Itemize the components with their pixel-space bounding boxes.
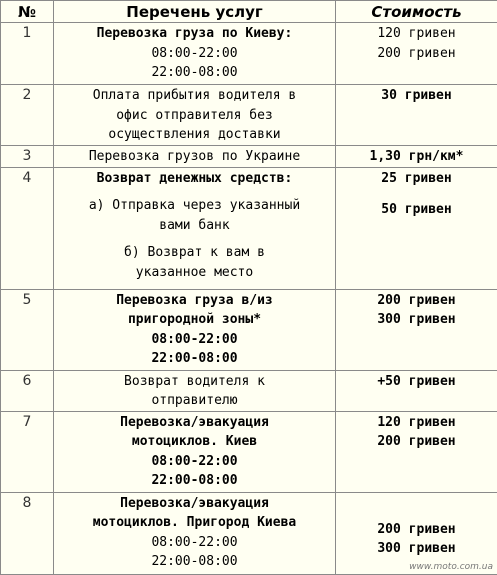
service-cell bbox=[54, 146, 336, 168]
service-time-night: 22:00-08:00 bbox=[56, 552, 333, 572]
service-line: отправителю bbox=[56, 391, 333, 411]
price-value: 300 гривен bbox=[338, 539, 495, 559]
price-value: 200 гривен bbox=[338, 520, 495, 540]
service-line: Возврат водителя к bbox=[56, 372, 333, 392]
table-row bbox=[1, 289, 497, 370]
service-time-day: 08:00-22:00 bbox=[56, 44, 333, 64]
price-cell bbox=[336, 167, 497, 289]
price-value: 200 гривен bbox=[338, 432, 495, 452]
price-cell bbox=[336, 411, 497, 492]
service-title: Перевозка/эвакуация bbox=[56, 413, 333, 433]
header-num: № bbox=[1, 1, 54, 23]
service-title: Перевозка/эвакуация bbox=[56, 494, 333, 514]
price-value: 120 гривен bbox=[338, 413, 495, 433]
price-cell bbox=[336, 85, 497, 146]
table-row bbox=[1, 146, 497, 168]
service-title: пригородной зоны* bbox=[56, 310, 333, 330]
row-number: 5 bbox=[1, 289, 54, 370]
service-time-night: 22:00-08:00 bbox=[56, 63, 333, 83]
service-line: осуществления доставки bbox=[56, 125, 333, 145]
service-line: указанное место bbox=[56, 263, 333, 283]
row-number: 7 bbox=[1, 411, 54, 492]
row-number: 4 bbox=[1, 167, 54, 289]
price-value: 50 гривен bbox=[338, 200, 495, 220]
table-row bbox=[1, 23, 497, 85]
table-header-row bbox=[1, 1, 497, 23]
price-cell bbox=[336, 370, 497, 411]
price-value: 1,30 грн/км* bbox=[338, 147, 495, 167]
table-row bbox=[1, 370, 497, 411]
service-cell bbox=[54, 492, 336, 574]
service-cell bbox=[54, 85, 336, 146]
service-cell bbox=[54, 167, 336, 289]
header-services: Перечень услуг bbox=[54, 1, 336, 23]
service-title: Перевозка груза в/из bbox=[56, 291, 333, 311]
service-time-day: 08:00-22:00 bbox=[56, 330, 333, 350]
service-time-day: 08:00-22:00 bbox=[56, 533, 333, 553]
price-value: 200 гривен bbox=[338, 291, 495, 311]
row-number: 2 bbox=[1, 85, 54, 146]
service-title: мотоциклов. Пригород Киева bbox=[56, 513, 333, 533]
service-cell bbox=[54, 23, 336, 85]
price-value: 200 гривен bbox=[338, 44, 495, 64]
price-cell bbox=[336, 23, 497, 85]
service-title: Перевозка груза по Киеву: bbox=[56, 24, 333, 44]
service-line: офис отправителя без bbox=[56, 106, 333, 126]
table-row bbox=[1, 411, 497, 492]
price-value: 300 гривен bbox=[338, 310, 495, 330]
service-cell bbox=[54, 289, 336, 370]
header-cost: Стоимость bbox=[336, 1, 497, 23]
price-value: 30 гривен bbox=[338, 86, 495, 106]
price-value: 25 гривен bbox=[338, 169, 495, 189]
row-number: 1 bbox=[1, 23, 54, 85]
service-time-night: 22:00-08:00 bbox=[56, 471, 333, 491]
price-value: +50 гривен bbox=[338, 372, 495, 392]
row-number: 3 bbox=[1, 146, 54, 168]
service-line: вами банк bbox=[56, 216, 333, 236]
service-line: б) Возврат к вам в bbox=[56, 243, 333, 263]
price-cell bbox=[336, 289, 497, 370]
watermark-text: www.moto.com.ua bbox=[407, 562, 495, 572]
service-time-night: 22:00-08:00 bbox=[56, 349, 333, 369]
row-number: 6 bbox=[1, 370, 54, 411]
row-number: 8 bbox=[1, 492, 54, 574]
service-line: а) Отправка через указанный bbox=[56, 196, 333, 216]
table-row bbox=[1, 85, 497, 146]
table-row bbox=[1, 167, 497, 289]
price-cell bbox=[336, 146, 497, 168]
service-title: Возврат денежных средств: bbox=[56, 169, 333, 189]
service-cell bbox=[54, 370, 336, 411]
service-cell bbox=[54, 411, 336, 492]
service-title: мотоциклов. Киев bbox=[56, 432, 333, 452]
service-time-day: 08:00-22:00 bbox=[56, 452, 333, 472]
service-line: Оплата прибытия водителя в bbox=[56, 86, 333, 106]
price-value: 120 гривен bbox=[338, 24, 495, 44]
service-line: Перевозка грузов по Украине bbox=[56, 147, 333, 167]
